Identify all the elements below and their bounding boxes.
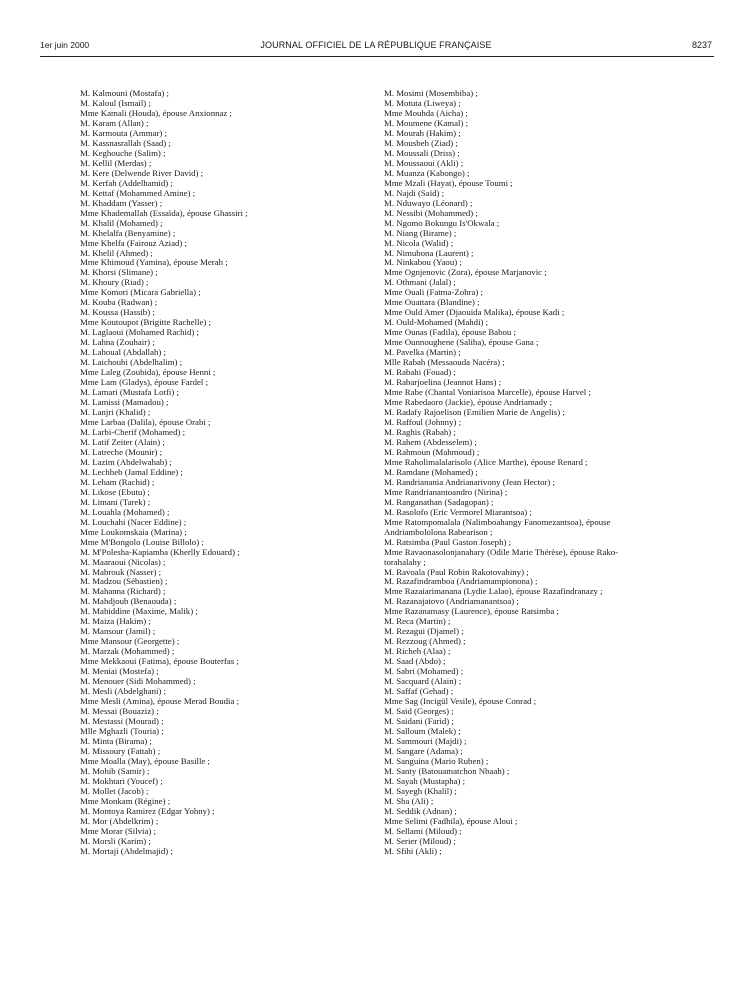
- name-entry: M. Missoury (Fattah) ;: [80, 746, 161, 756]
- name-entry: M. Kassnasrallah (Saad) ;: [80, 138, 171, 148]
- name-entry: M. Sfihi (Akli) ;: [384, 846, 442, 856]
- name-entry: M. Limani (Tarek) ;: [80, 497, 151, 507]
- name-entry: Mme Ravaonasolonjanahary (Odile Marie Thérèse), épouse Rako-: [384, 547, 619, 557]
- name-entry: Mme Mekkaoui (Fatima), épouse Bouterfas ;: [80, 657, 239, 667]
- name-entry: M. Kellil (Merdas) ;: [80, 158, 152, 168]
- name-entry: M. Rabahi (Fouad) ;: [384, 368, 456, 378]
- name-entry: M. Ramdane (Mohamed) ;: [384, 467, 478, 477]
- name-entry: M. Mosimi (Mosembiba) ;: [384, 89, 478, 98]
- name-entry: M. Rezagui (Djamel) ;: [384, 627, 464, 637]
- names-column-right: [384, 89, 690, 857]
- name-entry: Mme Razaiarimanana (Lydie Lalao), épouse Razafindranazy ;: [384, 587, 603, 597]
- name-entry: Mme Randrianantoandro (Nirina) ;: [384, 487, 508, 497]
- name-entry: M. Mansour (Jamil) ;: [80, 627, 156, 637]
- name-entry: Mme Mansour (Georgette) ;: [80, 637, 180, 647]
- name-entry: M. Rahmoun (Mahmoud) ;: [384, 447, 480, 457]
- name-entry: M. Ravoala (Paul Robin Rakotovahiny) ;: [384, 567, 529, 577]
- name-entry: M. Richeh (Alaa) ;: [384, 647, 451, 657]
- name-entry: Mlle Mghazli (Touria) ;: [80, 727, 164, 736]
- name-entry: M. Salloum (Malek) ;: [384, 727, 461, 736]
- name-entry: M. Khoury (Riad) ;: [80, 278, 149, 288]
- name-entry: M. Lechheb (Jamal Eddine) ;: [80, 467, 183, 477]
- name-entry: M. Ould-Mohamed (Mahdi) ;: [384, 318, 489, 328]
- name-entry: Mme Mesli (Amina), épouse Merad Boudia ;: [80, 697, 240, 707]
- name-entry: M. Mestassi (Mourad) ;: [80, 717, 164, 727]
- name-entry: M. Mokhtari (Youcef) ;: [80, 776, 163, 786]
- name-entry: M. Najdi (Saïd) ;: [384, 188, 445, 198]
- name-entry: M. Sangare (Adama) ;: [384, 746, 463, 756]
- name-entry: M. Lahna (Zouhair) ;: [80, 338, 155, 348]
- name-entry: M. Radafy Rajoelison (Emilien Marie de Angelis) ;: [384, 408, 565, 417]
- name-entry: Mme Razanamasy (Laurence), épouse Ratsimba ;: [384, 607, 559, 617]
- name-entry: M. Said (Georges) ;: [384, 707, 454, 717]
- name-entry: M. Khelalfa (Benyamine) ;: [80, 228, 176, 238]
- name-entry: M. Madzou (Sébastien) ;: [80, 577, 168, 587]
- name-entry: M. Mousbeh (Ziad) ;: [384, 138, 458, 148]
- name-entry: M. Raghis (Rabah) ;: [384, 427, 456, 437]
- name-entry: M. Laglaoui (Mohamed Rachid) ;: [80, 328, 199, 338]
- name-entry: Mme Ognjenovic (Zora), épouse Marjanovic ;: [384, 268, 547, 278]
- name-entry: M. Maaraoui (Nicolas) ;: [80, 557, 166, 567]
- name-entry: M. Razanajatovo (Andriamanantsoa) ;: [384, 597, 519, 607]
- name-entry: M. Sabri (Mohamed) ;: [384, 667, 464, 677]
- name-entry: Mme Lam (Gladys), épouse Fardel ;: [80, 378, 209, 388]
- name-entry: M. Santy (Batouamatchon Nbaah) ;: [384, 766, 510, 776]
- name-entry: M. Mahanna (Richard) ;: [80, 587, 166, 597]
- name-entry: M. Motuta (Liweya) ;: [384, 98, 461, 108]
- name-entry: M. Rezzoug (Ahmed) ;: [384, 637, 466, 647]
- name-entry: Mme Rabedaoro (Jackie), épouse Andriamady ;: [384, 398, 553, 408]
- name-entry: M. Maiza (Hakim) ;: [80, 617, 151, 627]
- name-entry: M. Mourah (Hakim) ;: [384, 128, 461, 138]
- name-entry: M. Mahiddine (Maxime, Malik) ;: [80, 607, 198, 617]
- name-entry: Mme Kamali (Houda), épouse Anxionnaz ;: [80, 108, 232, 118]
- name-entry: M. Sba (Ali) ;: [384, 796, 434, 806]
- name-entry: M. Mabrouk (Nasser) ;: [80, 567, 162, 577]
- name-entry: Mme Mzali (Hayat), épouse Toumi ;: [384, 178, 513, 188]
- name-entry: M. Larbi-Cherif (Mohamed) ;: [80, 427, 186, 437]
- name-entry: M. Kouba (Radwan) ;: [80, 298, 158, 308]
- name-entry: M. Saad (Abdo) ;: [384, 657, 446, 667]
- name-entry: M. Ratsimba (Paul Gaston Joseph) ;: [384, 537, 512, 547]
- name-entry: Mme Ould Amer (Djaouida Malika), épouse Kadi ;: [384, 308, 565, 318]
- name-entry: Mme M'Bongolo (Louise Billolo) ;: [80, 537, 204, 547]
- name-entry: M. Louahla (Mohamed) ;: [80, 507, 170, 517]
- name-entry: M. Marzak (Mohammed) ;: [80, 647, 175, 657]
- name-entry: Mme Loukomskaia (Marina) ;: [80, 527, 187, 537]
- name-entry: M. Pavelka (Martin) ;: [384, 348, 461, 358]
- name-entry: M. Montoya Ramirez (Edgar Yohny) ;: [80, 806, 215, 816]
- name-entry: M. Koussa (Hassib) ;: [80, 308, 155, 318]
- name-entry: M. Kalmouni (Mostafa) ;: [80, 89, 169, 98]
- name-entry: Mme Koutoupot (Brigitte Rachelle) ;: [80, 318, 211, 328]
- name-entry: M. Rabarjoelina (Jeannot Hans) ;: [384, 378, 502, 388]
- name-entry: M. Mollet (Jacob) ;: [80, 786, 149, 796]
- name-entry: Mme Larbaa (Dalila), épouse Orabi ;: [80, 417, 211, 427]
- name-entry: M. Ngomo Bokungu Is'Okwala ;: [384, 218, 500, 228]
- name-entry: M. Razafindramboa (Andriamampionona) ;: [384, 577, 538, 587]
- name-entry: M. Randrianania Andrianarivony (Jean Hector) ;: [384, 477, 555, 487]
- header-date: 1er juin 2000: [40, 40, 90, 50]
- name-entry: M. Nessibi (Mohammed) ;: [384, 208, 478, 218]
- name-entry: M. Morsli (Karim) ;: [80, 836, 151, 846]
- name-entry: M. Ninkabou (Yaou) ;: [384, 258, 462, 268]
- name-entry: Mme Selimi (Fadhila), épouse Aloui ;: [384, 816, 518, 826]
- name-entry: M. Moussaoui (Akli) ;: [384, 158, 464, 168]
- name-entry: Mme Komori (Micara Gabriella) ;: [80, 288, 201, 298]
- name-entry: Mme Raholimalalarisolo (Alice Marthe), épouse Renard ;: [384, 457, 588, 467]
- name-entry: Mme Laleg (Zoubida), épouse Henni ;: [80, 368, 216, 378]
- name-entry: M. Sayah (Mustapha) ;: [384, 776, 466, 786]
- name-entry: Mme Moalla (May), épouse Basille ;: [80, 756, 210, 766]
- name-entry: M. Sayegh (Khalil) ;: [384, 786, 457, 796]
- name-entry: M. Saffaf (Gehad) ;: [384, 687, 454, 697]
- header-rule: [40, 56, 714, 57]
- name-entry: M. Kerfah (Addelhamid) ;: [80, 178, 173, 188]
- name-entry: M. Lahoual (Abdallah) ;: [80, 348, 166, 358]
- journal-title: JOURNAL OFFICIEL DE LA RÉPUBLIQUE FRANÇAISE: [260, 40, 492, 50]
- name-entry: M. Latif Zeiter (Alain) ;: [80, 437, 165, 447]
- names-column-left: [80, 89, 370, 857]
- name-entry: Mme Monkam (Régine) ;: [80, 796, 171, 806]
- name-entry: M. Karam (Allan) ;: [80, 118, 149, 128]
- name-entry: Mme Ratompomalala (Nalimboahangy Fanomezantsoa), épouse: [384, 517, 611, 527]
- name-entry: M. Mor (Abdelkrim) ;: [80, 816, 159, 826]
- name-entry: M. Louchahi (Nacer Eddine) ;: [80, 517, 187, 527]
- name-entry: M. Lamissi (Mamadou) ;: [80, 398, 169, 408]
- name-entry: M. Othmani (Jalal) ;: [384, 278, 456, 288]
- name-entry: M. Khorsi (Slimane) ;: [80, 268, 158, 278]
- name-entry: M. Rahem (Abdesselem) ;: [384, 437, 477, 447]
- name-entry: Andriambololona Rabearison ;: [384, 527, 493, 537]
- name-entry: M. Khalil (Mohamed) ;: [80, 218, 163, 228]
- name-entry: M. Latreche (Mounir) ;: [80, 447, 163, 457]
- name-entry: M. Moumene (Kamal) ;: [384, 118, 469, 128]
- name-entry: Mme Ounas (Fadila), épouse Babou ;: [384, 328, 516, 338]
- name-entry: M. M'Polesha-Kapiamba (Kherlly Edouard) ;: [80, 547, 240, 557]
- name-entry: Mlle Rabah (Messaouda Nacéra) ;: [384, 358, 505, 368]
- name-entry: Mme Ouali (Fatma-Zohra) ;: [384, 288, 483, 298]
- name-entry: Mme Sag (Incigül Vesile), épouse Conrad ;: [384, 697, 537, 707]
- name-entry: M. Seddik (Adnan) ;: [384, 806, 457, 816]
- name-entry: M. Mortaji (Abdelmajid) ;: [80, 846, 173, 856]
- name-entry: M. Nimubona (Laurent) ;: [384, 248, 474, 258]
- name-entry: M. Nduwayo (Léonard) ;: [384, 198, 473, 208]
- name-entry: M. Kettaf (Mohammed Amine) ;: [80, 188, 196, 198]
- name-entry: M. Raffoul (Johnny) ;: [384, 417, 462, 427]
- name-entry: M. Sammouri (Majdi) ;: [384, 736, 467, 746]
- name-entry: M. Kere (Delwende River David) ;: [80, 168, 204, 178]
- name-entry: M. Rasolofo (Eric Vermorel Miarantsoa) ;: [384, 507, 532, 517]
- name-entry: M. Sanguina (Mario Ruben) ;: [384, 756, 489, 766]
- name-entry: M. Niang (Birame) ;: [384, 228, 457, 238]
- name-entry: M. Karmouta (Ammar) ;: [80, 128, 167, 138]
- name-entry: M. Saidani (Farid) ;: [384, 717, 454, 727]
- name-entry: M. Serier (Miloud) ;: [384, 836, 456, 846]
- name-entry: Mme Ounnoughene (Saliha), épouse Gana ;: [384, 338, 539, 348]
- name-entry: M. Lanjri (Khalid) ;: [80, 408, 151, 417]
- name-entry: M. Moussali (Driss) ;: [384, 148, 460, 158]
- name-entry: M. Messai (Bouaziz) ;: [80, 707, 159, 717]
- name-entry: M. Lamari (Mustafa Lotfi) ;: [80, 388, 179, 398]
- name-entry: M. Khelil (Ahmed) ;: [80, 248, 153, 258]
- name-entry: M. Mohib (Samir) ;: [80, 766, 150, 776]
- name-entry: M. Nicola (Walid) ;: [384, 238, 454, 248]
- name-entry: M. Sellami (Miloud) ;: [384, 826, 462, 836]
- name-entry: M. Laichoubi (Abdelhalim) ;: [80, 358, 183, 368]
- name-entry: M. Kaloul (Ismail) ;: [80, 98, 151, 108]
- name-entry: Mme Khimoud (Yamina), épouse Merah ;: [80, 258, 228, 268]
- name-entry: M. Ranganathan (Sadagopan) ;: [384, 497, 494, 507]
- name-entry: Mme Rabe (Chantal Voniarisoa Marcelle), épouse Harvel ;: [384, 388, 591, 398]
- name-entry: M. Meniai (Mostefa) ;: [80, 667, 159, 677]
- name-entry: M. Leham (Rachid) ;: [80, 477, 155, 487]
- name-entry: M. Keghouche (Salim) ;: [80, 148, 166, 158]
- name-entry: Mme Ouattara (Blandine) ;: [384, 298, 480, 308]
- name-entry: M. Mesli (Abdelghani) ;: [80, 687, 167, 697]
- name-entry: M. Muanza (Kabongo) ;: [384, 168, 470, 178]
- name-entry: M. Lazim (Abdelwahab) ;: [80, 457, 172, 467]
- name-entry: Mme Morar (Silvia) ;: [80, 826, 156, 836]
- name-entry: torahalahy ;: [384, 557, 426, 567]
- name-entry: M. Minta (Birama) ;: [80, 736, 152, 746]
- page-header: [40, 40, 712, 54]
- name-entry: M. Likose (Ebutu) ;: [80, 487, 150, 497]
- name-entry: M. Menouer (Sidi Mohammed) ;: [80, 677, 196, 687]
- name-entry: M. Reca (Martin) ;: [384, 617, 451, 627]
- name-entry: M. Sacquard (Alain) ;: [384, 677, 462, 687]
- name-entry: M. Khaddam (Yasser) ;: [80, 198, 163, 208]
- name-entry: Mme Khelfa (Fairouz Aziad) ;: [80, 238, 187, 248]
- name-entry: Mme Khademallah (Essaïda), épouse Ghassiri ;: [80, 208, 248, 218]
- name-entry: Mme Mouhda (Aicha) ;: [384, 108, 468, 118]
- name-entry: M. Mahdjoub (Benaouda) ;: [80, 597, 177, 607]
- page-number: 8237: [691, 40, 712, 50]
